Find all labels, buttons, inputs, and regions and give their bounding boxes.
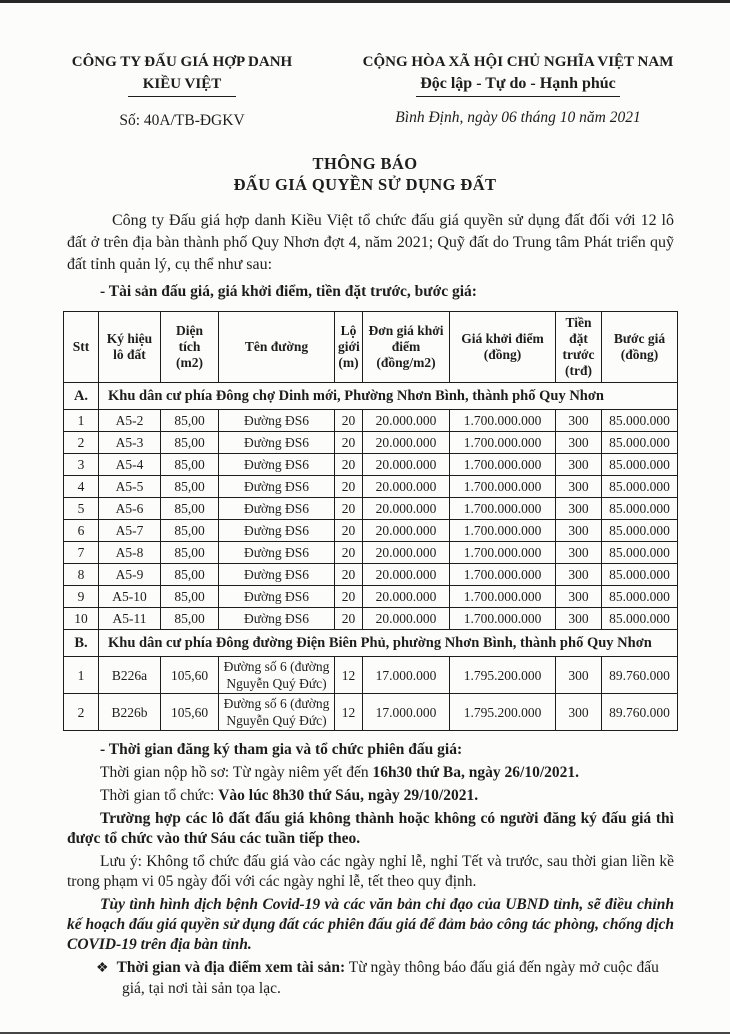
table-cell: 20.000.000 <box>363 454 450 476</box>
issuer-name-line2: KIỀU VIỆT <box>128 74 237 97</box>
footer-paragraph <box>67 740 674 760</box>
table-cell: A5-7 <box>99 520 161 542</box>
table-cell: 85,00 <box>161 520 219 542</box>
footer-text-segment: Tùy tình hình dịch bệnh Covid-19 và các văn bản chỉ đạo của UBND tỉnh, sẽ điều chỉnh kế hoạch đấu giá quyền sử dụng đất các phiên đấu giá để đảm bảo công tác phòng, chống dịch COVID-19 trên địa bàn tỉnh. <box>67 896 674 953</box>
table-cell: 300 <box>556 564 602 586</box>
table-cell: 6 <box>64 520 99 542</box>
footer-paragraph <box>67 958 674 999</box>
table-row <box>64 432 678 454</box>
table-cell: 20.000.000 <box>363 542 450 564</box>
table-row <box>64 542 678 564</box>
table-cell: A5-8 <box>99 542 161 564</box>
table-cell: 89.760.000 <box>602 657 678 694</box>
section-label: A. <box>64 383 99 410</box>
table-cell: 17.000.000 <box>363 657 450 694</box>
issuer-name-line1: CÔNG TY ĐẤU GIÁ HỢP DANH <box>71 54 293 70</box>
table-cell: 85,00 <box>161 564 219 586</box>
place-and-date: Bình Định, ngày 06 tháng 10 năm 2021 <box>395 109 641 126</box>
table-cell: A5-6 <box>99 498 161 520</box>
table-cell: 12 <box>335 694 363 731</box>
table-row <box>64 586 678 608</box>
table-cell: 20.000.000 <box>363 476 450 498</box>
table-cell: 85.000.000 <box>602 520 678 542</box>
table-row <box>64 498 678 520</box>
table-cell: 7 <box>64 542 99 564</box>
table-cell: Đường ĐS6 <box>219 542 335 564</box>
table-cell: 9 <box>64 586 99 608</box>
table-cell: 20.000.000 <box>363 564 450 586</box>
table-cell: Đường ĐS6 <box>219 520 335 542</box>
table-cell: Đường ĐS6 <box>219 410 335 432</box>
table-cell: A5-4 <box>99 454 161 476</box>
table-row <box>64 476 678 498</box>
section-row <box>64 630 678 657</box>
table-header-cell: Diện tích (m2) <box>161 312 219 383</box>
table-cell: 85.000.000 <box>602 454 678 476</box>
issuer-block <box>64 52 300 130</box>
table-cell: 300 <box>556 476 602 498</box>
table-cell: 20.000.000 <box>363 498 450 520</box>
table-cell: 8 <box>64 564 99 586</box>
table-cell: 20.000.000 <box>363 608 450 630</box>
table-cell: Đường số 6 (đường Nguyễn Quý Đức) <box>219 694 335 731</box>
table-cell: 85,00 <box>161 410 219 432</box>
table-cell: 1.700.000.000 <box>450 608 556 630</box>
table-row <box>64 520 678 542</box>
section-label: B. <box>64 630 99 657</box>
table-cell: A5-11 <box>99 608 161 630</box>
table-cell: 300 <box>556 498 602 520</box>
footer-paragraph <box>67 786 674 806</box>
table-row <box>64 608 678 630</box>
table-cell: 20.000.000 <box>363 520 450 542</box>
table-cell: 1.795.200.000 <box>450 694 556 731</box>
table-header-cell: Lộ giới (m) <box>335 312 363 383</box>
table-row <box>64 410 678 432</box>
table-cell: 1.795.200.000 <box>450 657 556 694</box>
footer-text-segment: Từ ngày thông báo đấu giá đến ngày mở cuộc đấu giá, tại nơi tài sản tọa lạc. <box>122 959 659 997</box>
table-cell: 20 <box>335 454 363 476</box>
table-header-cell: Tên đường <box>219 312 335 383</box>
table-header-cell: Bước giá (đồng) <box>602 312 678 383</box>
notes-section <box>67 740 674 999</box>
table-cell: 1.700.000.000 <box>450 410 556 432</box>
table-cell: 300 <box>556 694 602 731</box>
table-cell: Đường ĐS6 <box>219 564 335 586</box>
table-cell: 105,60 <box>161 694 219 731</box>
section-title: Khu dân cư phía Đông chợ Dinh mới, Phường Nhơn Bình, thành phố Quy Nhơn <box>99 383 678 410</box>
table-cell: 85.000.000 <box>602 476 678 498</box>
section-title: Khu dân cư phía Đông đường Điện Biên Phủ, phường Nhơn Bình, thành phố Quy Nhơn <box>99 630 678 657</box>
table-cell: 4 <box>64 476 99 498</box>
table-cell: 85,00 <box>161 454 219 476</box>
table-cell: 85.000.000 <box>602 432 678 454</box>
table-cell: Đường ĐS6 <box>219 454 335 476</box>
table-header-cell: Ký hiệu lô đất <box>99 312 161 383</box>
table-cell: 20.000.000 <box>363 432 450 454</box>
table-cell: 5 <box>64 498 99 520</box>
table-cell: 85,00 <box>161 586 219 608</box>
table-cell: 85,00 <box>161 542 219 564</box>
table-cell: 85.000.000 <box>602 542 678 564</box>
section-row <box>64 383 678 410</box>
footer-paragraph <box>67 852 674 892</box>
table-cell: Đường ĐS6 <box>219 498 335 520</box>
table-cell: 1.700.000.000 <box>450 586 556 608</box>
table-header-cell: Đơn giá khởi điểm (đồng/m2) <box>363 312 450 383</box>
table-cell: 300 <box>556 520 602 542</box>
table-cell: 105,60 <box>161 657 219 694</box>
table-cell: A5-10 <box>99 586 161 608</box>
table-cell: B226a <box>99 657 161 694</box>
document-header <box>0 0 730 130</box>
table-header-row <box>64 312 678 383</box>
table-row <box>64 657 678 694</box>
table-cell: 2 <box>64 694 99 731</box>
table-cell: 12 <box>335 657 363 694</box>
table-cell: 85,00 <box>161 608 219 630</box>
footer-text-segment: Trường hợp các lô đất đấu giá không thành hoặc không có người đăng ký đấu giá thì được tổ chức vào thứ Sáu các tuần tiếp theo. <box>67 810 674 847</box>
table-cell: 85.000.000 <box>602 410 678 432</box>
footer-text-segment: - Thời gian đăng ký tham gia và tổ chức phiên đấu giá: <box>100 741 463 758</box>
auction-lots-table <box>63 311 678 731</box>
table-cell: 1.700.000.000 <box>450 454 556 476</box>
table-caption: - Tài sản đấu giá, giá khởi điểm, tiền đặt trước, bước giá: <box>100 283 477 300</box>
table-cell: Đường ĐS6 <box>219 476 335 498</box>
table-cell: 300 <box>556 657 602 694</box>
table-cell: 1.700.000.000 <box>450 498 556 520</box>
table-cell: 89.760.000 <box>602 694 678 731</box>
document-title-line1: THÔNG BÁO <box>312 154 418 173</box>
table-cell: Đường ĐS6 <box>219 432 335 454</box>
table-cell: 1.700.000.000 <box>450 476 556 498</box>
footer-text-segment: Vào lúc 8h30 thứ Sáu, ngày 29/10/2021. <box>218 787 479 804</box>
table-cell: A5-2 <box>99 410 161 432</box>
footer-text-segment: 16h30 thứ Ba, ngày 26/10/2021. <box>372 764 579 781</box>
diamond-bullet-icon: ❖ <box>96 961 109 976</box>
document-title <box>0 153 730 195</box>
table-cell: 20 <box>335 520 363 542</box>
table-cell: 1 <box>64 410 99 432</box>
table-cell: 85.000.000 <box>602 564 678 586</box>
table-cell: Đường số 6 (đường Nguyễn Quý Đức) <box>219 657 335 694</box>
table-cell: 85,00 <box>161 432 219 454</box>
scan-edge-top <box>0 0 730 3</box>
table-cell: 300 <box>556 432 602 454</box>
table-cell: 300 <box>556 542 602 564</box>
table-cell: 1.700.000.000 <box>450 542 556 564</box>
document-title-line2: ĐẤU GIÁ QUYỀN SỬ DỤNG ĐẤT <box>233 175 497 194</box>
table-header-cell: Stt <box>64 312 99 383</box>
table-cell: 300 <box>556 586 602 608</box>
table-cell: 20 <box>335 542 363 564</box>
table-cell: 2 <box>64 432 99 454</box>
intro-paragraph: Công ty Đấu giá hợp danh Kiều Việt tổ chức đấu giá quyền sử dụng đất đối với 12 lô đất ở trên địa bàn thành phố Quy Nhơn đợt 4, năm 2021; Quỹ đất do Trung tâm Phát triển quỹ đất tỉnh quản lý, cụ thể như sau: <box>67 212 674 273</box>
table-cell: 1.700.000.000 <box>450 432 556 454</box>
footer-text-segment: Thời gian và địa điểm xem tài sản: <box>116 959 346 976</box>
table-cell: 17.000.000 <box>363 694 450 731</box>
table-cell: 85.000.000 <box>602 608 678 630</box>
table-cell: B226b <box>99 694 161 731</box>
table-cell: 1.700.000.000 <box>450 564 556 586</box>
table-header-cell: Giá khởi điểm (đồng) <box>450 312 556 383</box>
document-number: Số: 40A/TB-ĐGKV <box>119 112 245 129</box>
footer-text-segment: Lưu ý: Không tổ chức đấu giá vào các ngày nghỉ lễ, nghỉ Tết và trước, sau thời gian liền kề trong phạm vi 05 ngày đối với các ngày nghỉ lễ, tết theo quy định. <box>67 853 674 890</box>
table-cell: 20 <box>335 564 363 586</box>
footer-text-segment: Thời gian nộp hồ sơ: Từ ngày niêm yết đến <box>100 764 373 781</box>
table-cell: 85.000.000 <box>602 586 678 608</box>
table-cell: 20 <box>335 498 363 520</box>
table-cell: Đường ĐS6 <box>219 608 335 630</box>
table-cell: A5-5 <box>99 476 161 498</box>
table-cell: 85,00 <box>161 476 219 498</box>
table-row <box>64 694 678 731</box>
table-cell: 10 <box>64 608 99 630</box>
table-cell: 85.000.000 <box>602 498 678 520</box>
table-cell: 20.000.000 <box>363 586 450 608</box>
table-cell: 1 <box>64 657 99 694</box>
national-motto: Độc lập - Tự do - Hạnh phúc <box>416 73 620 97</box>
table-cell: 20 <box>335 432 363 454</box>
national-header-block <box>346 52 690 130</box>
table-cell: 300 <box>556 454 602 476</box>
table-cell: 20 <box>335 586 363 608</box>
table-cell: 1.700.000.000 <box>450 520 556 542</box>
table-cell: 20 <box>335 608 363 630</box>
table-cell: 300 <box>556 608 602 630</box>
footer-paragraph <box>67 809 674 849</box>
table-cell: A5-9 <box>99 564 161 586</box>
footer-paragraph <box>67 763 674 783</box>
footer-paragraph <box>67 895 674 955</box>
table-cell: 20.000.000 <box>363 410 450 432</box>
table-cell: 20 <box>335 476 363 498</box>
table-cell: 20 <box>335 410 363 432</box>
table-cell: 300 <box>556 410 602 432</box>
table-cell: 3 <box>64 454 99 476</box>
table-row <box>64 564 678 586</box>
footer-text-segment: Thời gian tổ chức: <box>100 787 219 804</box>
table-header-cell: Tiền đặt trước (trđ) <box>556 312 602 383</box>
national-title: CỘNG HÒA XÃ HỘI CHỦ NGHĨA VIỆT NAM <box>362 54 674 70</box>
table-row <box>64 454 678 476</box>
table-cell: 85,00 <box>161 498 219 520</box>
table-cell: Đường ĐS6 <box>219 586 335 608</box>
table-cell: A5-3 <box>99 432 161 454</box>
